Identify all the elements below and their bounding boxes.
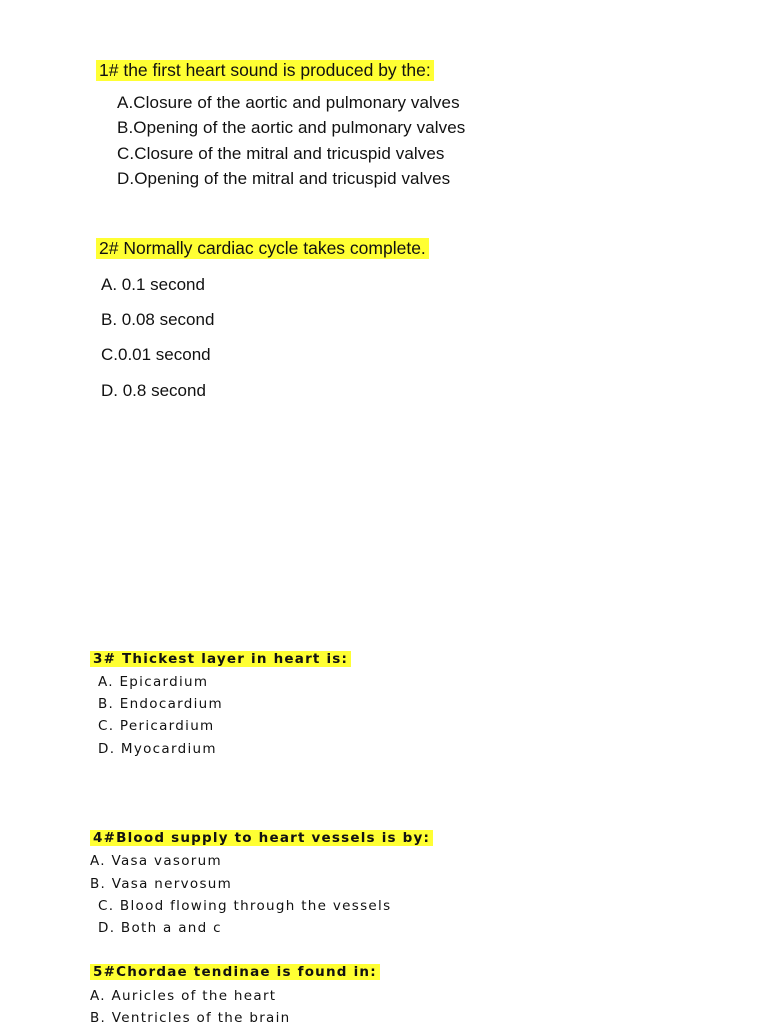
question-2-option-b: B. 0.08 second bbox=[101, 310, 215, 329]
question-3-option-d: D. Myocardium bbox=[98, 741, 217, 757]
question-1-title bbox=[96, 60, 434, 81]
question-2-highlight: 2# Normally cardiac cycle takes complete. bbox=[96, 238, 429, 259]
question-2-option-c: C.0.01 second bbox=[101, 345, 211, 364]
question-4-option-d: D. Both a and c bbox=[98, 920, 222, 936]
question-1-option-c: C.Closure of the mitral and tricuspid valves bbox=[117, 144, 445, 163]
question-4-option-b: B. Vasa nervosum bbox=[90, 876, 233, 892]
question-3-title bbox=[90, 651, 351, 667]
question-3-option-b: B. Endocardium bbox=[98, 696, 223, 712]
question-2-option-a: A. 0.1 second bbox=[101, 275, 205, 294]
question-4-option-a: A. Vasa vasorum bbox=[90, 853, 222, 869]
question-4-highlight: 4#Blood supply to heart vessels is by: bbox=[90, 830, 433, 846]
question-5-title bbox=[90, 964, 380, 980]
question-2-option-d: D. 0.8 second bbox=[101, 381, 206, 400]
question-3-highlight: 3# Thickest layer in heart is: bbox=[90, 651, 351, 667]
question-3-option-c: C. Pericardium bbox=[98, 718, 215, 734]
question-4-title bbox=[90, 830, 433, 846]
question-5-highlight: 5#Chordae tendinae is found in: bbox=[90, 964, 380, 980]
question-1-option-b: B.Opening of the aortic and pulmonary valves bbox=[117, 118, 466, 137]
question-1-highlight: 1# the first heart sound is produced by the: bbox=[96, 60, 434, 81]
question-5-option-a: A. Auricles of the heart bbox=[90, 988, 277, 1004]
question-2-title bbox=[96, 238, 429, 259]
question-1-option-d: D.Opening of the mitral and tricuspid valves bbox=[117, 169, 451, 188]
question-4-option-c: C. Blood flowing through the vessels bbox=[98, 898, 392, 914]
question-1-option-a: A.Closure of the aortic and pulmonary valves bbox=[117, 93, 460, 112]
question-5-option-b: B. Ventricles of the brain bbox=[90, 1010, 291, 1026]
question-3-option-a: A. Epicardium bbox=[98, 674, 209, 690]
